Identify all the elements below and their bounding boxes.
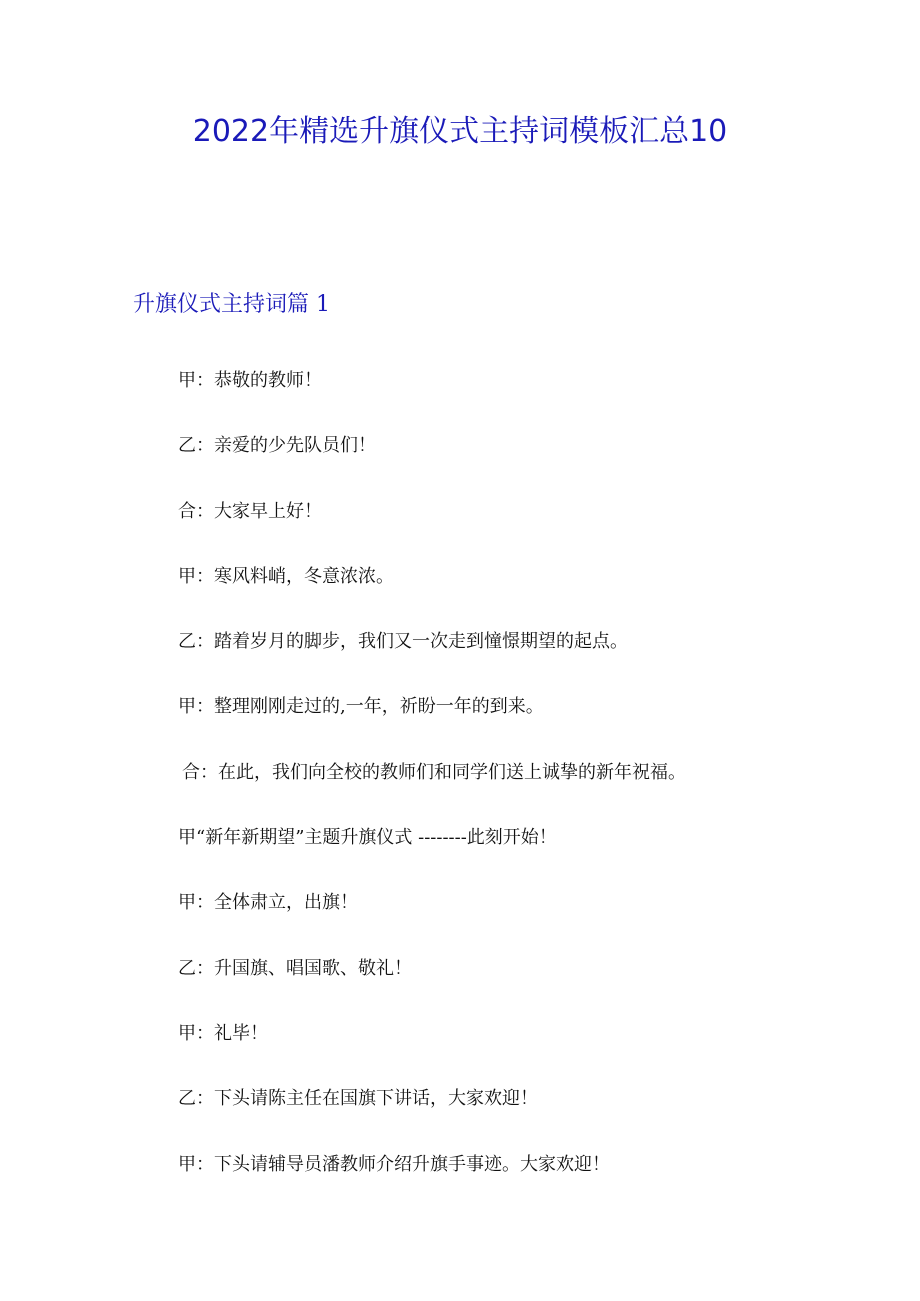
dialogue-line: 甲：礼毕！ (178, 1022, 268, 1044)
dialogue-line: 甲“新年新期望”主题升旗仪式 --------此刻开始！ (178, 827, 557, 849)
dialogue-line: 甲：全体肃立，出旗！ (178, 892, 358, 914)
dialogue-list (178, 363, 898, 1212)
section-heading: 升旗仪式主持词篇 1 (133, 292, 330, 317)
dialogue-line: 乙：升国旗、唱国歌、敬礼！ (178, 957, 412, 979)
dialogue-line: 甲：下头请辅导员潘教师介绍升旗手事迹。大家欢迎！ (178, 1153, 610, 1175)
dialogue-line: 甲：寒风料峭，冬意浓浓。 (178, 565, 394, 587)
dialogue-line: 甲：整理刚刚走过的,一年，祈盼一年的到来。 (178, 696, 544, 718)
dialogue-line: 合：在此，我们向全校的教师们和同学们送上诚挚的新年祝福。 (182, 761, 686, 783)
dialogue-line: 合：大家早上好！ (178, 500, 322, 522)
document-title: 2022年精选升旗仪式主持词模板汇总10 (192, 114, 728, 149)
dialogue-line: 乙：踏着岁月的脚步，我们又一次走到憧憬期望的起点。 (178, 631, 628, 653)
dialogue-line: 甲：恭敬的教师！ (178, 370, 322, 391)
dialogue-line: 乙：亲爱的少先队员们！ (178, 435, 376, 457)
dialogue-line: 乙：下头请陈主任在国旗下讲话，大家欢迎！ (178, 1088, 538, 1110)
